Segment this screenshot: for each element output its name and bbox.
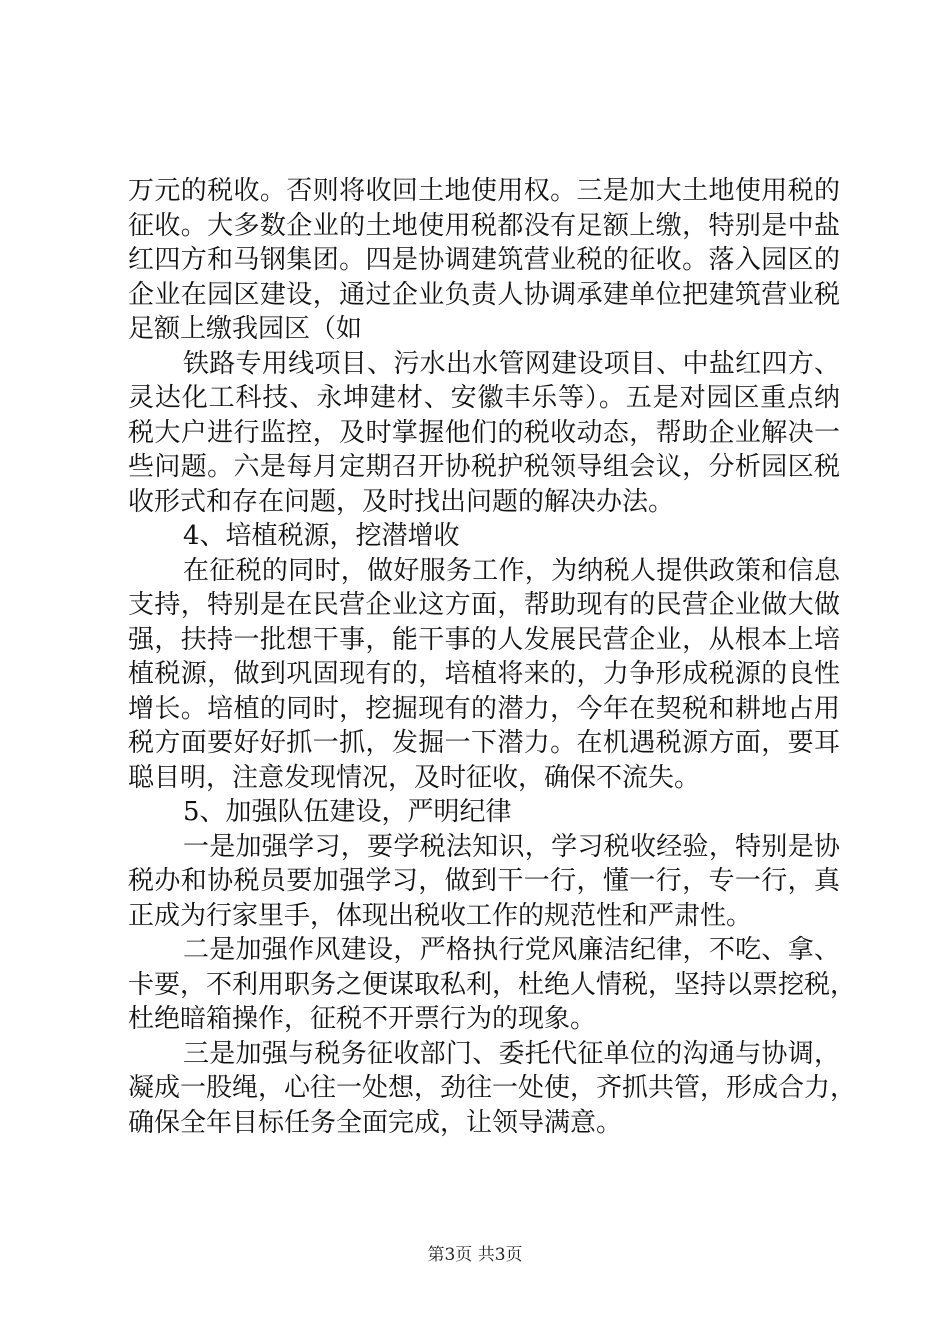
text-line: 植税源，做到巩固现有的，培植将来的，力争形成税源的良性: [128, 659, 840, 689]
text-line: 收形式和存在问题，及时找出问题的解决办法。: [128, 486, 675, 517]
text-line: 税大户进行监控，及时掌握他们的税收动态，帮助企业解决一: [128, 417, 840, 448]
text-line: 些问题。六是每月定期召开协税护税领导组会议，分析园区税: [128, 452, 840, 482]
text-line: 卡要，不利用职务之便谋取私利，杜绝人情税，坚持以票挖税，: [128, 969, 857, 1000]
section-heading: 4、培植税源，挖潜增收: [183, 521, 460, 551]
page-number-footer: 第3页 共3页: [427, 1245, 523, 1265]
section-heading: 5、加强队伍建设，严明纪律: [183, 797, 512, 827]
text-line: 税办和协税员要加强学习，做到干一行，懂一行，专一行，真: [128, 866, 840, 896]
text-line: 凝成一股绳，心往一处想，劲往一处使，齐抓共管，形成合力，: [128, 1073, 857, 1103]
text-line: 确保全年目标任务全面完成，让领导满意。: [128, 1107, 623, 1138]
text-line: 正成为行家里手，体现出税收工作的规范性和严肃性。: [128, 900, 753, 931]
text-line: 聪目明，注意发现情况，及时征收，确保不流失。: [128, 762, 701, 793]
text-line: 支持，特别是在民营企业这方面，帮助现有的民营企业做大做: [128, 590, 840, 620]
text-line: 强，扶持一批想干事，能干事的人发展民营企业，从根本上培: [128, 624, 840, 655]
text-line: 增长。培植的同时，挖掘现有的潜力，今年在契税和耕地占用: [128, 693, 840, 724]
text-line: 红四方和马钢集团。四是协调建筑营业税的征收。落入园区的: [128, 245, 840, 275]
text-line: 万元的税收。否则将收回土地使用权。三是加大土地使用税的: [128, 176, 840, 206]
text-line: 在征税的同时，做好服务工作，为纳税人提供政策和信息: [183, 555, 840, 586]
text-line: 足额上缴我园区（如: [128, 314, 363, 344]
text-line: 征收。大多数企业的土地使用税都没有足额上缴，特别是中盐: [128, 210, 840, 241]
text-line: 税方面要好好抓一抓，发掘一下潜力。在机遇税源方面，要耳: [128, 728, 840, 758]
text-line: 杜绝暗箱操作，征税不开票行为的现象。: [128, 1004, 597, 1034]
text-line: 三是加强与税务征收部门、委托代征单位的沟通与协调，: [183, 1038, 840, 1069]
text-line: 二是加强作风建设，严格执行党风廉洁纪律，不吃、拿、: [183, 935, 840, 965]
text-line: 一是加强学习，要学税法知识，学习税收经验，特别是协: [183, 831, 840, 862]
text-line: 铁路专用线项目、污水出水管网建设项目、中盐红四方、: [183, 348, 840, 379]
text-line: 企业在园区建设，通过企业负责人协调承建单位把建筑营业税: [128, 279, 840, 310]
document-body: [128, 174, 857, 1140]
text-line: 灵达化工科技、永坤建材、安徽丰乐等）。五是对园区重点纳: [128, 383, 840, 413]
